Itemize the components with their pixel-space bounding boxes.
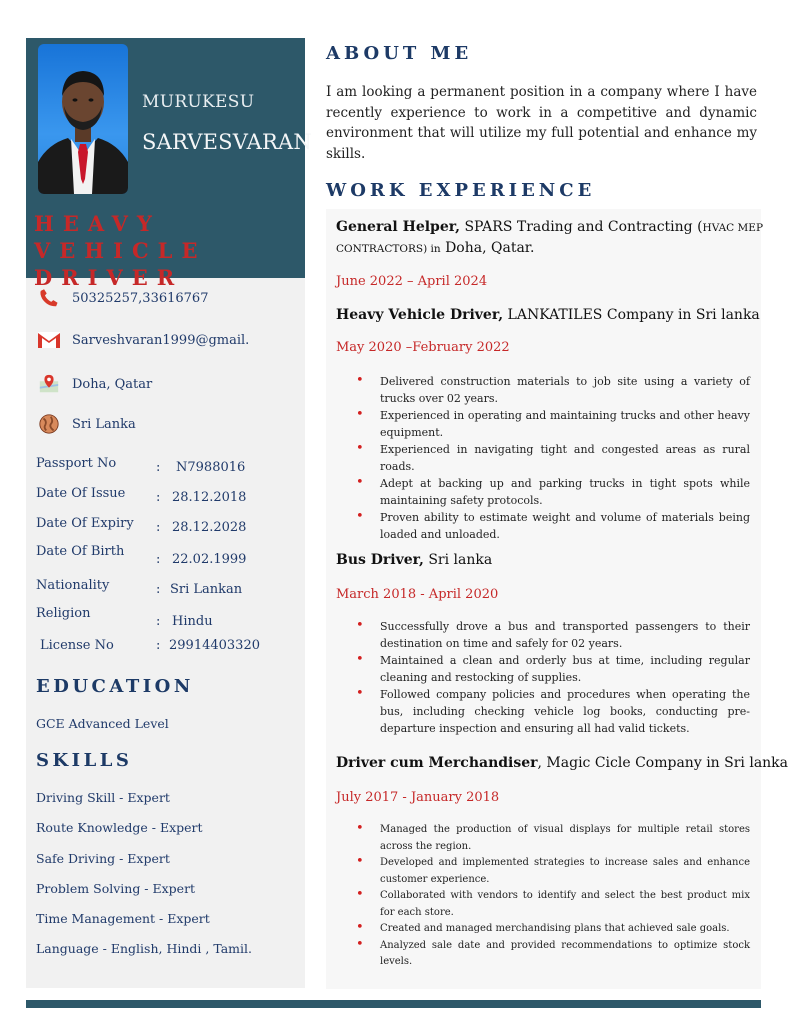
job-title: General Helper, <box>336 219 460 235</box>
job-title-line-2 <box>336 240 534 256</box>
about-text: I am looking a permanent position in a company where I have recently experience to work in a competitive and dynamic environment that will utilize my full potential and enhance my skills. <box>326 84 757 162</box>
duty-item: • Followed company policies and procedures when operating the bus, including checking vehicle log books, conducting pre-departure inspection and ensuring all had valid tickets. <box>356 686 750 737</box>
skill-item: Language - English, Hindi , Tamil. <box>36 941 252 956</box>
duty-item: • Delivered construction materials to job site using a variety of trucks over 02 years. <box>356 373 750 407</box>
job-title: Bus Driver, <box>336 552 424 568</box>
duty-item: • Maintained a clean and orderly bus at time, including regular cleaning and restocking of supplies. <box>356 652 750 686</box>
personal-label: License No <box>40 638 114 653</box>
job-company-small: CONTRACTORS) in <box>336 243 441 255</box>
duty-item: • Managed the production of visual displays for multiple retail stores across the region. <box>356 822 750 855</box>
phone-icon <box>36 286 62 310</box>
job-company: LANKATILES Company in Sri lanka <box>507 307 760 323</box>
job-company: , Magic Cicle Company in Sri lanka <box>537 755 789 771</box>
skill-item: Problem Solving - Expert <box>36 881 196 896</box>
duty-item: • Developed and implemented strategies to increase sales and enhance customer experience. <box>356 855 750 888</box>
work-experience-panel <box>326 209 789 989</box>
personal-label: Religion <box>36 606 91 621</box>
job-location: Doha, Qatar. <box>445 240 535 256</box>
duties-list <box>356 373 750 543</box>
skill-item: Driving Skill - Expert <box>36 790 170 805</box>
job-period: June 2022 – April 2024 <box>336 274 488 289</box>
contact-country <box>36 412 136 436</box>
job-period: July 2017 - January 2018 <box>336 790 500 805</box>
job-company: Sri lanka <box>428 552 493 568</box>
globe-icon <box>36 412 62 436</box>
contact-phone <box>36 286 208 310</box>
profile-header <box>26 38 312 290</box>
job-company: SPARS Trading and Contracting ( <box>464 219 703 235</box>
duty-item: • Experienced in navigating tight and congested areas as rural roads. <box>356 441 750 475</box>
skills-heading: SKILLS <box>36 750 133 771</box>
skill-item: Route Knowledge - Expert <box>36 820 203 835</box>
job-period: March 2018 - April 2020 <box>336 587 499 602</box>
personal-label: Passport No <box>36 456 117 471</box>
personal-label: Nationality <box>36 578 110 593</box>
duty-item: • Collaborated with vendors to identify and select the best product mix for each store. <box>356 888 750 921</box>
personal-value: Hindu <box>172 614 213 629</box>
contact-email <box>36 328 249 352</box>
job-period: May 2020 –February 2022 <box>336 340 510 355</box>
job-title: Heavy Vehicle Driver, <box>336 307 504 323</box>
job-title-line <box>336 219 763 235</box>
skill-item: Safe Driving - Expert <box>36 851 170 866</box>
gmail-icon <box>36 328 62 352</box>
education-heading: EDUCATION <box>36 676 194 697</box>
duty-item: • Successfully drove a bus and transported passengers to their destination on time and safely for 02 years. <box>356 618 750 652</box>
personal-value: 22.02.1999 <box>172 552 247 567</box>
skill-item: Time Management - Expert <box>36 911 210 926</box>
personal-value: 28.12.2018 <box>172 490 247 505</box>
personal-label: Date Of Birth <box>36 544 125 559</box>
location-text: Doha, Qatar <box>72 376 153 392</box>
duty-item: • Proven ability to estimate weight and volume of materials being loaded and unloaded. <box>356 509 750 543</box>
phone-number: 50325257,33616767 <box>72 290 209 306</box>
map-pin-icon <box>36 372 62 396</box>
education-item: GCE Advanced Level <box>36 716 169 731</box>
email-address: Sarveshvaran1999@gmail. <box>72 332 250 348</box>
first-name: MURUKESU <box>142 92 255 112</box>
about-heading: ABOUT ME <box>326 43 473 64</box>
contact-location <box>36 372 152 396</box>
country-text: Sri Lanka <box>72 416 136 432</box>
duty-item: • Adept at backing up and parking trucks in tight spots while maintaining safety protocols. <box>356 475 750 509</box>
personal-value: N7988016 <box>176 460 246 475</box>
duty-item: • Created and managed merchandising plans that achieved sale goals. <box>356 921 750 938</box>
duty-item: • Analyzed sale date and provided recommendations to optimize stock levels. <box>356 938 750 971</box>
duties-list <box>356 822 750 971</box>
job-title-line <box>336 552 492 568</box>
duties-list <box>356 618 750 737</box>
sidebar: MURUKESU SARVESVARAN HEAVY VEHICLE DRIVER 50325257,33616767 Sarveshvaran1999@gmail. Doha, Qatar Sri Lanka Passport No : N7988016 Date Of Issue : 28.12.2018 Date Of Expiry : 28.12.2028 Date Of Birth : 22.02.1999 Nationality : Sri Lankan Religion : Hindu License No : 29914403320 EDUCATION GCE Advanced Level SKILLS Driving Skill - Expert Route Knowledge - Expert Safe Driving - Expert Problem Solving - Expert Time Management - Expert Language - English, Hindi , Tamil. <box>26 38 305 988</box>
personal-value: 28.12.2028 <box>172 520 247 535</box>
personal-value: Sri Lankan <box>170 582 243 597</box>
job-title-line <box>336 755 788 771</box>
personal-value: 29914403320 <box>169 638 260 653</box>
job-title: Driver cum Merchandiser <box>336 755 538 771</box>
job-company-small: HVAC MEP <box>702 222 764 234</box>
job-role-title: HEAVY VEHICLE DRIVER <box>34 211 207 290</box>
personal-label: Date Of Expiry <box>36 516 134 531</box>
profile-photo <box>38 44 128 194</box>
job-title-line <box>336 307 760 323</box>
last-name: SARVESVARAN <box>142 130 312 154</box>
personal-label: Date Of Issue <box>36 486 126 501</box>
footer-bar <box>26 1000 761 1008</box>
work-heading: WORK EXPERIENCE <box>326 180 596 201</box>
duty-item: • Experienced in operating and maintaining trucks and other heavy equipment. <box>356 407 750 441</box>
